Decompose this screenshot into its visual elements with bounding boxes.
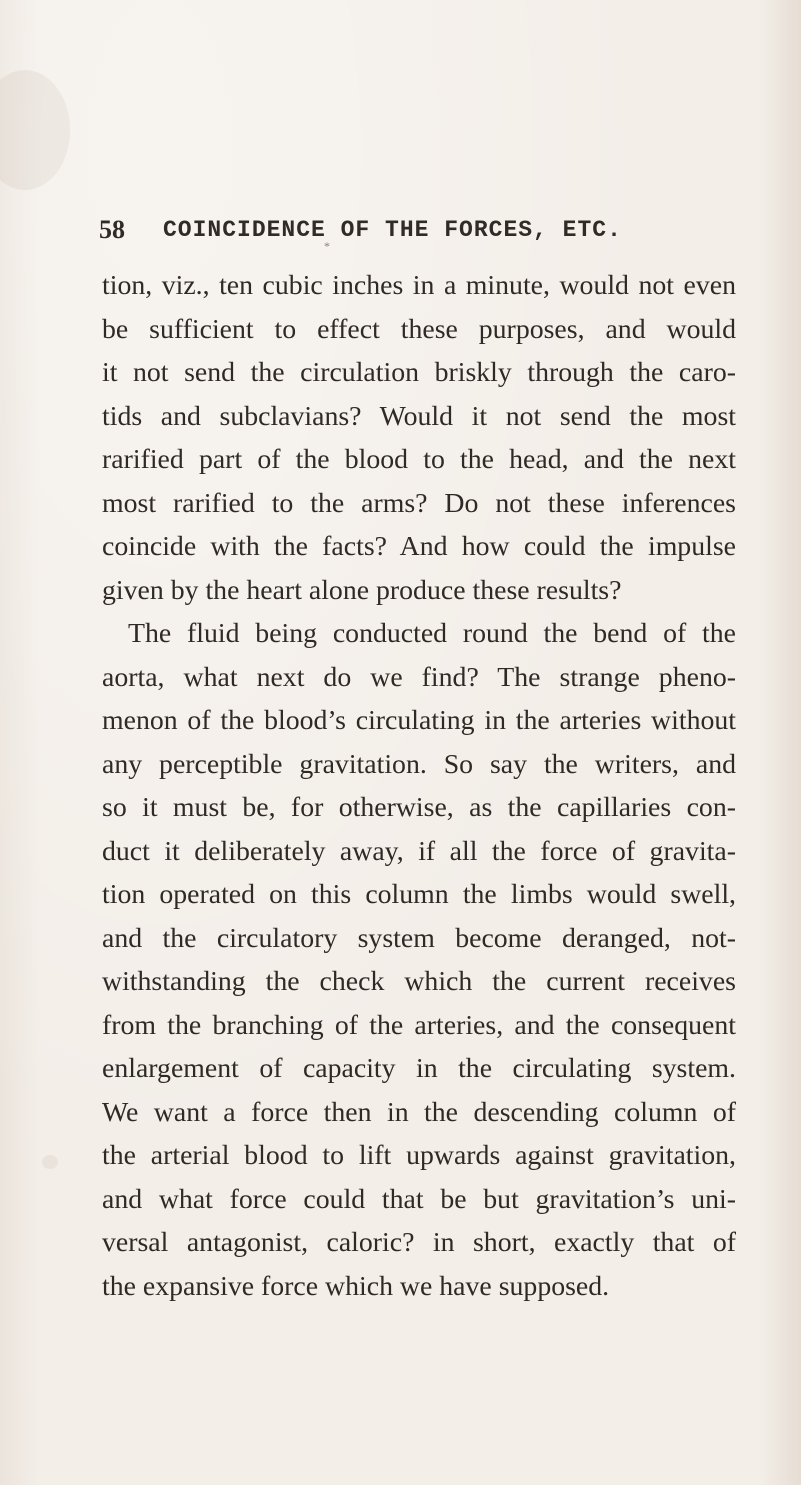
text-line: coincide with the facts? And how could the impulse <box>102 531 736 562</box>
page-number: 58 <box>99 215 125 244</box>
text-line: We want a force then in the descending column of <box>102 1096 736 1128</box>
running-head <box>99 210 739 253</box>
text-line: from the branching of the arteries, and the consequent <box>102 1009 736 1041</box>
printer-ornament: * <box>324 239 330 253</box>
page-speck <box>42 1155 58 1169</box>
text-line: tids and subclavians? Would it not send the most <box>102 400 736 432</box>
text-line: The fluid being conducted round the bend of the <box>128 618 736 649</box>
text-line: the arterial blood to lift upwards against gravitation, <box>102 1140 736 1171</box>
text-line: tion operated on this column the limbs would swell, <box>102 879 736 910</box>
text-line: aorta, what next do we find? The strange pheno- <box>102 661 736 693</box>
text-line: tion, viz., ten cubic inches in a minute, would not even <box>102 270 736 301</box>
text-line: most rarified to the arms? Do not these inferences <box>102 487 736 519</box>
text-line: the expansive force which we have supposed. <box>102 1270 610 1302</box>
text-line: any perceptible gravitation. So say the writers, and <box>102 748 736 780</box>
text-line: withstanding the check which the current receives <box>102 966 736 997</box>
text-line: and what force could that be but gravitation’s uni- <box>102 1183 736 1215</box>
text-line: it not send the circulation briskly through the caro- <box>102 357 736 388</box>
text-line: and the circulatory system become deranged, not- <box>102 922 736 954</box>
text-line: rarified part of the blood to the head, and the next <box>102 444 736 475</box>
body-text <box>102 264 736 1308</box>
text-line: menon of the blood’s circulating in the arteries without <box>102 705 736 736</box>
text-line: be sufficient to effect these purposes, and would <box>102 313 736 345</box>
text-line: so it must be, for otherwise, as the capillaries con- <box>102 792 736 823</box>
text-line: given by the heart alone produce these results? <box>102 574 622 606</box>
text-line: enlargement of capacity in the circulating system. <box>102 1053 736 1084</box>
text-line: versal antagonist, caloric? in short, exactly that of <box>102 1227 736 1258</box>
page-stain <box>0 70 70 190</box>
text-line: duct it deliberately away, if all the force of gravita- <box>102 835 736 867</box>
running-title: COINCIDENCE OF THE FORCES, ETC. <box>163 217 622 243</box>
